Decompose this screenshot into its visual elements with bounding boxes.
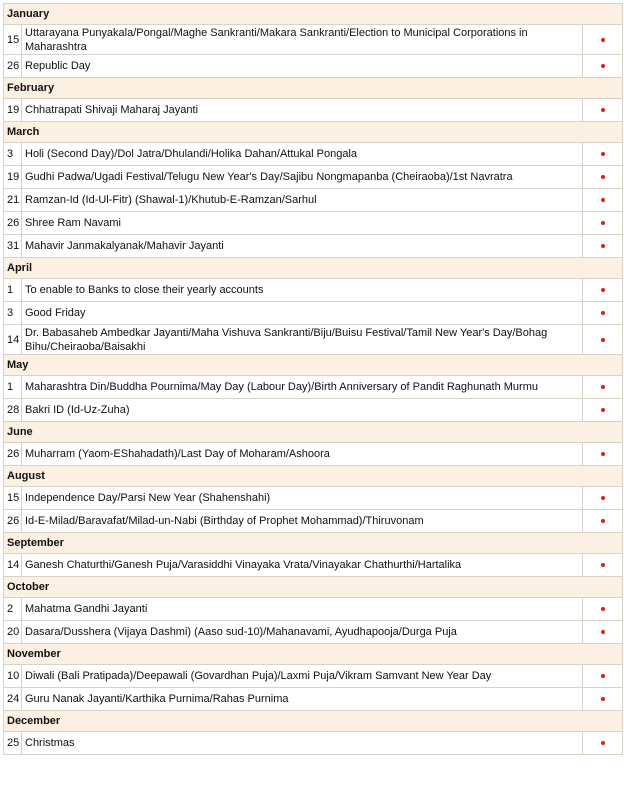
holiday-day: 15 [4,25,22,55]
holiday-marker-cell [583,487,623,510]
month-name: March [4,122,623,143]
red-dot-icon [601,244,605,248]
holiday-name: Bakri ID (Id-Uz-Zuha) [22,399,583,422]
holiday-name: Id-E-Milad/Baravafat/Milad-un-Nabi (Birthday of Prophet Mohammad)/Thiruvonam [22,510,583,533]
holiday-name: Mahavir Janmakalyanak/Mahavir Jayanti [22,235,583,258]
holiday-marker-cell [583,99,623,122]
holiday-name: Ganesh Chaturthi/Ganesh Puja/Varasiddhi Vinayaka Vrata/Vinayakar Chathurthi/Hartalika [22,554,583,577]
month-header-august [4,466,623,487]
holiday-name: Independence Day/Parsi New Year (Shahenshahi) [22,487,583,510]
month-header-september [4,533,623,554]
holiday-marker-cell [583,189,623,212]
red-dot-icon [601,563,605,567]
holiday-name: Mahatma Gandhi Jayanti [22,598,583,621]
holiday-marker-cell [583,376,623,399]
holiday-name: Holi (Second Day)/Dol Jatra/Dhulandi/Holika Dahan/Attukal Pongala [22,143,583,166]
month-header-january [4,4,623,25]
holiday-day: 26 [4,55,22,78]
holiday-name: Dr. Babasaheb Ambedkar Jayanti/Maha Vishuva Sankranti/Biju/Buisu Festival/Tamil New Year's Day/Bohag Bihu/Cheiraoba/Baisakhi [22,325,583,355]
holiday-day: 15 [4,487,22,510]
holiday-row [4,25,623,55]
red-dot-icon [601,452,605,456]
month-header-october [4,577,623,598]
holiday-marker-cell [583,554,623,577]
holiday-day: 1 [4,279,22,302]
holiday-row [4,376,623,399]
red-dot-icon [601,38,605,42]
holiday-row [4,732,623,755]
holiday-row [4,302,623,325]
holiday-row [4,325,623,355]
holiday-day: 20 [4,621,22,644]
holiday-marker-cell [583,621,623,644]
month-header-november [4,644,623,665]
holiday-row [4,235,623,258]
red-dot-icon [601,198,605,202]
month-name: December [4,711,623,732]
holiday-day: 28 [4,399,22,422]
holiday-name: Guru Nanak Jayanti/Karthika Purnima/Rahas Purnima [22,688,583,711]
month-name: August [4,466,623,487]
red-dot-icon [601,674,605,678]
holiday-table [3,3,623,755]
month-name: April [4,258,623,279]
red-dot-icon [601,741,605,745]
month-header-june [4,422,623,443]
red-dot-icon [601,221,605,225]
holiday-marker-cell [583,235,623,258]
holiday-marker-cell [583,732,623,755]
holiday-day: 10 [4,665,22,688]
month-header-april [4,258,623,279]
holiday-name: To enable to Banks to close their yearly accounts [22,279,583,302]
holiday-name: Muharram (Yaom-EShahadath)/Last Day of Moharam/Ashoora [22,443,583,466]
holiday-marker-cell [583,443,623,466]
month-header-may [4,355,623,376]
holiday-marker-cell [583,399,623,422]
holiday-row [4,598,623,621]
month-name: September [4,533,623,554]
holiday-name: Christmas [22,732,583,755]
holiday-name: Uttarayana Punyakala/Pongal/Maghe Sankranti/Makara Sankranti/Election to Municipal Corporations in Maharashtra [22,25,583,55]
holiday-day: 3 [4,143,22,166]
holiday-row [4,665,623,688]
holiday-marker-cell [583,510,623,533]
holiday-row [4,688,623,711]
holiday-marker-cell [583,25,623,55]
holiday-day: 26 [4,212,22,235]
holiday-name: Ramzan-Id (Id-Ul-Fitr) (Shawal-1)/Khutub-E-Ramzan/Sarhul [22,189,583,212]
holiday-day: 14 [4,325,22,355]
holiday-name: Chhatrapati Shivaji Maharaj Jayanti [22,99,583,122]
holiday-day: 14 [4,554,22,577]
month-header-december [4,711,623,732]
holiday-day: 31 [4,235,22,258]
holiday-row [4,279,623,302]
holiday-name: Diwali (Bali Pratipada)/Deepawali (Govardhan Puja)/Laxmi Puja/Vikram Samvant New Year Day [22,665,583,688]
holiday-marker-cell [583,325,623,355]
red-dot-icon [601,338,605,342]
red-dot-icon [601,385,605,389]
holiday-marker-cell [583,212,623,235]
red-dot-icon [601,64,605,68]
red-dot-icon [601,519,605,523]
holiday-day: 3 [4,302,22,325]
holiday-marker-cell [583,279,623,302]
holiday-name: Good Friday [22,302,583,325]
red-dot-icon [601,496,605,500]
holiday-row [4,212,623,235]
holiday-name: Gudhi Padwa/Ugadi Festival/Telugu New Year's Day/Sajibu Nongmapanba (Cheiraoba)/1st Navratra [22,166,583,189]
holiday-row [4,399,623,422]
holiday-row [4,166,623,189]
holiday-day: 2 [4,598,22,621]
holiday-day: 26 [4,510,22,533]
red-dot-icon [601,152,605,156]
holiday-name: Republic Day [22,55,583,78]
holiday-marker-cell [583,302,623,325]
holiday-row [4,55,623,78]
red-dot-icon [601,108,605,112]
holiday-marker-cell [583,665,623,688]
holiday-row [4,621,623,644]
month-name: June [4,422,623,443]
holiday-marker-cell [583,55,623,78]
holiday-day: 19 [4,99,22,122]
holiday-row [4,510,623,533]
holiday-row [4,189,623,212]
holiday-table-body [4,4,623,755]
red-dot-icon [601,607,605,611]
holiday-day: 25 [4,732,22,755]
month-name: February [4,78,623,99]
holiday-marker-cell [583,688,623,711]
month-name: May [4,355,623,376]
holiday-row [4,143,623,166]
month-header-february [4,78,623,99]
month-name: November [4,644,623,665]
month-header-march [4,122,623,143]
holiday-marker-cell [583,166,623,189]
holiday-name: Dasara/Dusshera (Vijaya Dashmi) (Aaso sud-10)/Mahanavami, Ayudhapooja/Durga Puja [22,621,583,644]
red-dot-icon [601,311,605,315]
holiday-marker-cell [583,143,623,166]
holiday-day: 21 [4,189,22,212]
holiday-day: 19 [4,166,22,189]
red-dot-icon [601,630,605,634]
red-dot-icon [601,408,605,412]
holiday-day: 1 [4,376,22,399]
month-name: January [4,4,623,25]
holiday-name: Shree Ram Navami [22,212,583,235]
holiday-name: Maharashtra Din/Buddha Pournima/May Day (Labour Day)/Birth Anniversary of Pandit Raghunath Murmu [22,376,583,399]
red-dot-icon [601,175,605,179]
holiday-day: 26 [4,443,22,466]
holiday-row [4,487,623,510]
holiday-row [4,554,623,577]
holiday-row [4,443,623,466]
holiday-day: 24 [4,688,22,711]
red-dot-icon [601,288,605,292]
red-dot-icon [601,697,605,701]
holiday-row [4,99,623,122]
holiday-marker-cell [583,598,623,621]
month-name: October [4,577,623,598]
